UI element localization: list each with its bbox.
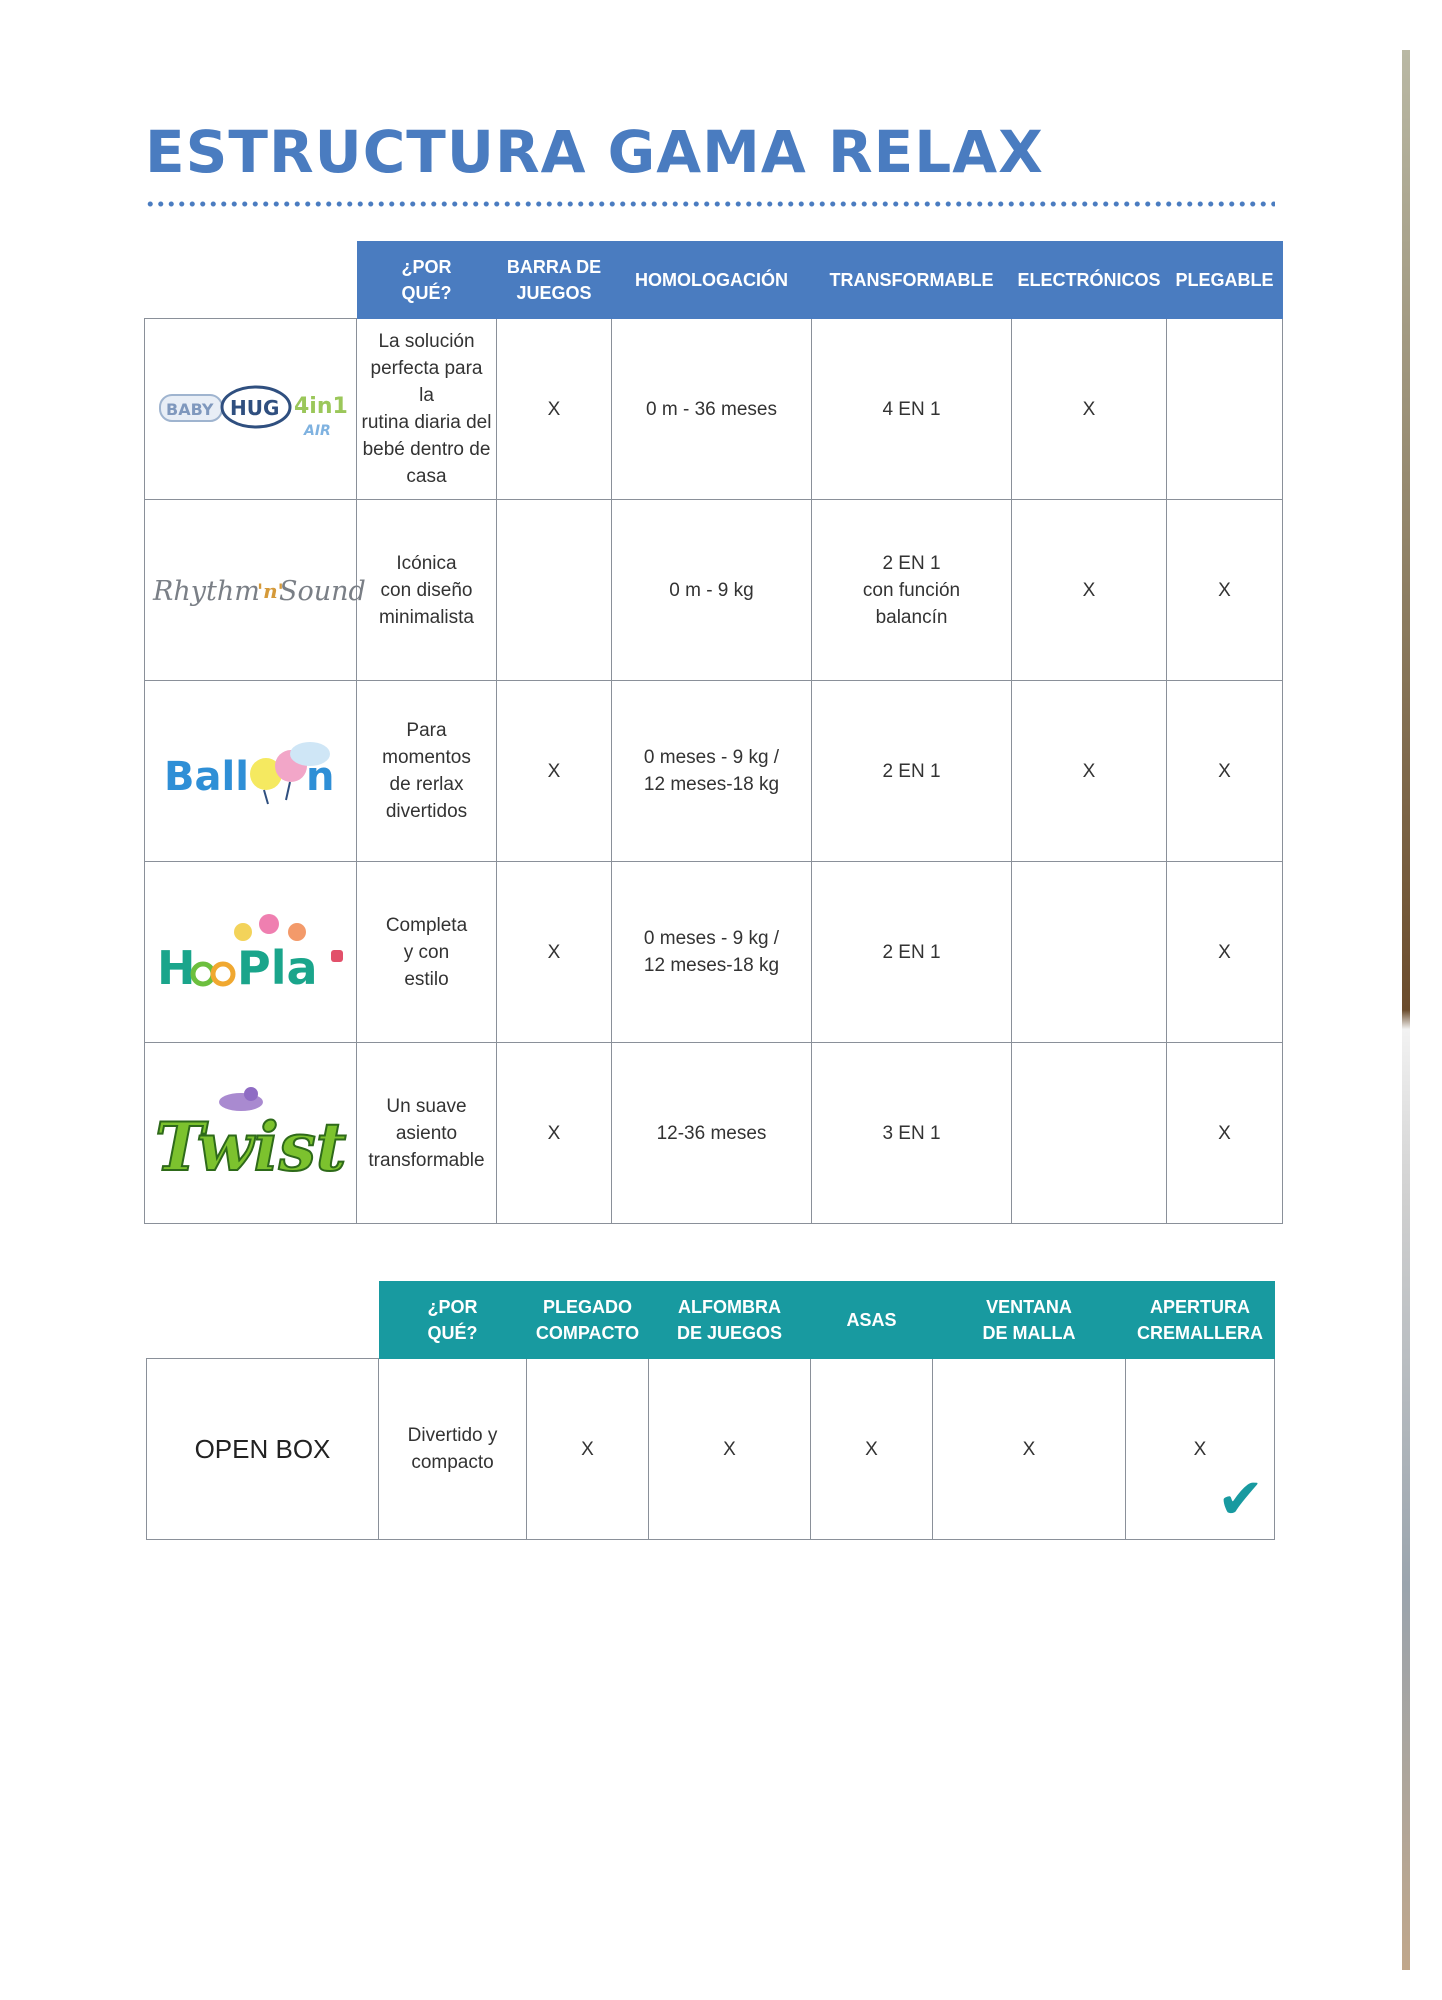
hoopla-logo	[145, 862, 357, 1043]
table-row	[145, 319, 1283, 500]
product-name-open-box: OPEN BOX	[147, 1359, 379, 1540]
cell-plegable: X	[1167, 681, 1283, 862]
cell-barra-de-juegos	[497, 500, 612, 681]
cell-homologacion: 0 meses - 9 kg / 12 meses-18 kg	[612, 681, 812, 862]
page-title: ESTRUCTURA GAMA RELAX	[145, 118, 1044, 186]
cell-transformable: 3 EN 1	[812, 1043, 1012, 1224]
cell-apertura-cremallera	[1126, 1359, 1275, 1540]
svg-text:'n': 'n'	[256, 579, 284, 603]
header-transformable: TRANSFORMABLE	[812, 241, 1012, 319]
cell-transformable: 2 EN 1	[812, 862, 1012, 1043]
cell-electronicos: X	[1012, 319, 1167, 500]
header-ventana-de-malla: VENTANA DE MALLA	[933, 1281, 1126, 1359]
table-row	[145, 1043, 1283, 1224]
cell-transformable: 2 EN 1 con función balancín	[812, 500, 1012, 681]
table-row	[147, 1359, 1275, 1540]
cell-electronicos	[1012, 862, 1167, 1043]
cell-barra-de-juegos: X	[497, 681, 612, 862]
rhythm-n-sound-logo-image	[151, 560, 366, 620]
header-corner	[145, 241, 357, 319]
svg-text:Pla: Pla	[236, 941, 318, 995]
header-apertura-cremallera: APERTURA CREMALLERA	[1126, 1281, 1275, 1359]
baby-hug-logo	[145, 319, 357, 500]
cell-ventana-de-malla: X	[933, 1359, 1126, 1540]
header-asas: ASAS	[811, 1281, 933, 1359]
svg-text:Twist: Twist	[154, 1108, 346, 1186]
relax-comparison-table	[144, 240, 1283, 1224]
cell-por-que: Icónica con diseño minimalista	[357, 500, 497, 681]
twist-logo	[145, 1043, 357, 1224]
svg-text:H: H	[156, 941, 195, 995]
cell-por-que: Completa y con estilo	[357, 862, 497, 1043]
twist-logo-image	[151, 1078, 351, 1188]
svg-text:HUG: HUG	[229, 396, 279, 420]
svg-text:n: n	[305, 754, 334, 800]
cell-transformable: 2 EN 1	[812, 681, 1012, 862]
relax-header-row	[145, 241, 1283, 319]
openbox-header-row	[147, 1281, 1275, 1359]
rhythm-n-sound-logo	[145, 500, 366, 681]
svg-text:Ball: Ball	[163, 754, 249, 800]
svg-text:AIR: AIR	[303, 423, 331, 439]
balloon-logo	[145, 681, 357, 862]
cell-barra-de-juegos: X	[497, 1043, 612, 1224]
cell-electronicos	[1012, 1043, 1167, 1224]
cell-homologacion: 12-36 meses	[612, 1043, 812, 1224]
cell-por-que: Un suave asiento transformable	[357, 1043, 497, 1224]
table-row	[145, 862, 1283, 1043]
header-barra-de-juegos: BARRA DE JUEGOS	[497, 241, 612, 319]
header-homologacion: HOMOLOGACIÓN	[612, 241, 812, 319]
svg-text:Sound: Sound	[278, 576, 366, 607]
cell-plegable: X	[1167, 500, 1283, 681]
cell-alfombra-de-juegos: X	[649, 1359, 811, 1540]
cell-por-que: Para momentos de rerlax divertidos	[357, 681, 497, 862]
balloon-logo-image	[156, 726, 346, 816]
check-icon: ✔	[1217, 1467, 1264, 1530]
cell-electronicos: X	[1012, 500, 1167, 681]
cell-plegado-compacto: X	[527, 1359, 649, 1540]
header-plegable: PLEGABLE	[1167, 241, 1283, 319]
cell-homologacion: 0 m - 9 kg	[612, 500, 812, 681]
svg-text:4in1: 4in1	[293, 394, 348, 419]
header-plegado-compacto: PLEGADO COMPACTO	[527, 1281, 649, 1359]
table-row	[145, 681, 1283, 862]
cell-barra-de-juegos: X	[497, 862, 612, 1043]
svg-text:BABY: BABY	[165, 400, 213, 419]
cell-barra-de-juegos: X	[497, 319, 612, 500]
cell-por-que: La solución perfecta para la rutina diaria del bebé dentro de casa	[357, 319, 497, 500]
baby-hug-logo-image	[156, 369, 346, 449]
cell-transformable: 4 EN 1	[812, 319, 1012, 500]
cell-plegable: X	[1167, 862, 1283, 1043]
cell-plegable	[1167, 319, 1283, 500]
svg-text:Rhythm: Rhythm	[152, 576, 260, 607]
cell-plegable: X	[1167, 1043, 1283, 1224]
cell-por-que: Divertido y compacto	[379, 1359, 527, 1540]
header-corner	[147, 1281, 379, 1359]
table-row	[145, 500, 1283, 681]
hoopla-logo-image	[151, 902, 351, 1002]
openbox-comparison-table	[146, 1280, 1275, 1540]
edge-photo-strip	[1402, 50, 1410, 1970]
cell-homologacion: 0 meses - 9 kg / 12 meses-18 kg	[612, 862, 812, 1043]
cell-asas: X	[811, 1359, 933, 1540]
cell-apertura-cremallera-value: X	[1193, 1438, 1207, 1460]
cell-homologacion: 0 m - 36 meses	[612, 319, 812, 500]
title-dotted-divider	[145, 200, 1275, 208]
cell-electronicos: X	[1012, 681, 1167, 862]
header-alfombra-de-juegos: ALFOMBRA DE JUEGOS	[649, 1281, 811, 1359]
header-electronicos: ELECTRÓNICOS	[1012, 241, 1167, 319]
header-por-que: ¿POR QUÉ?	[357, 241, 497, 319]
header-por-que: ¿POR QUÉ?	[379, 1281, 527, 1359]
